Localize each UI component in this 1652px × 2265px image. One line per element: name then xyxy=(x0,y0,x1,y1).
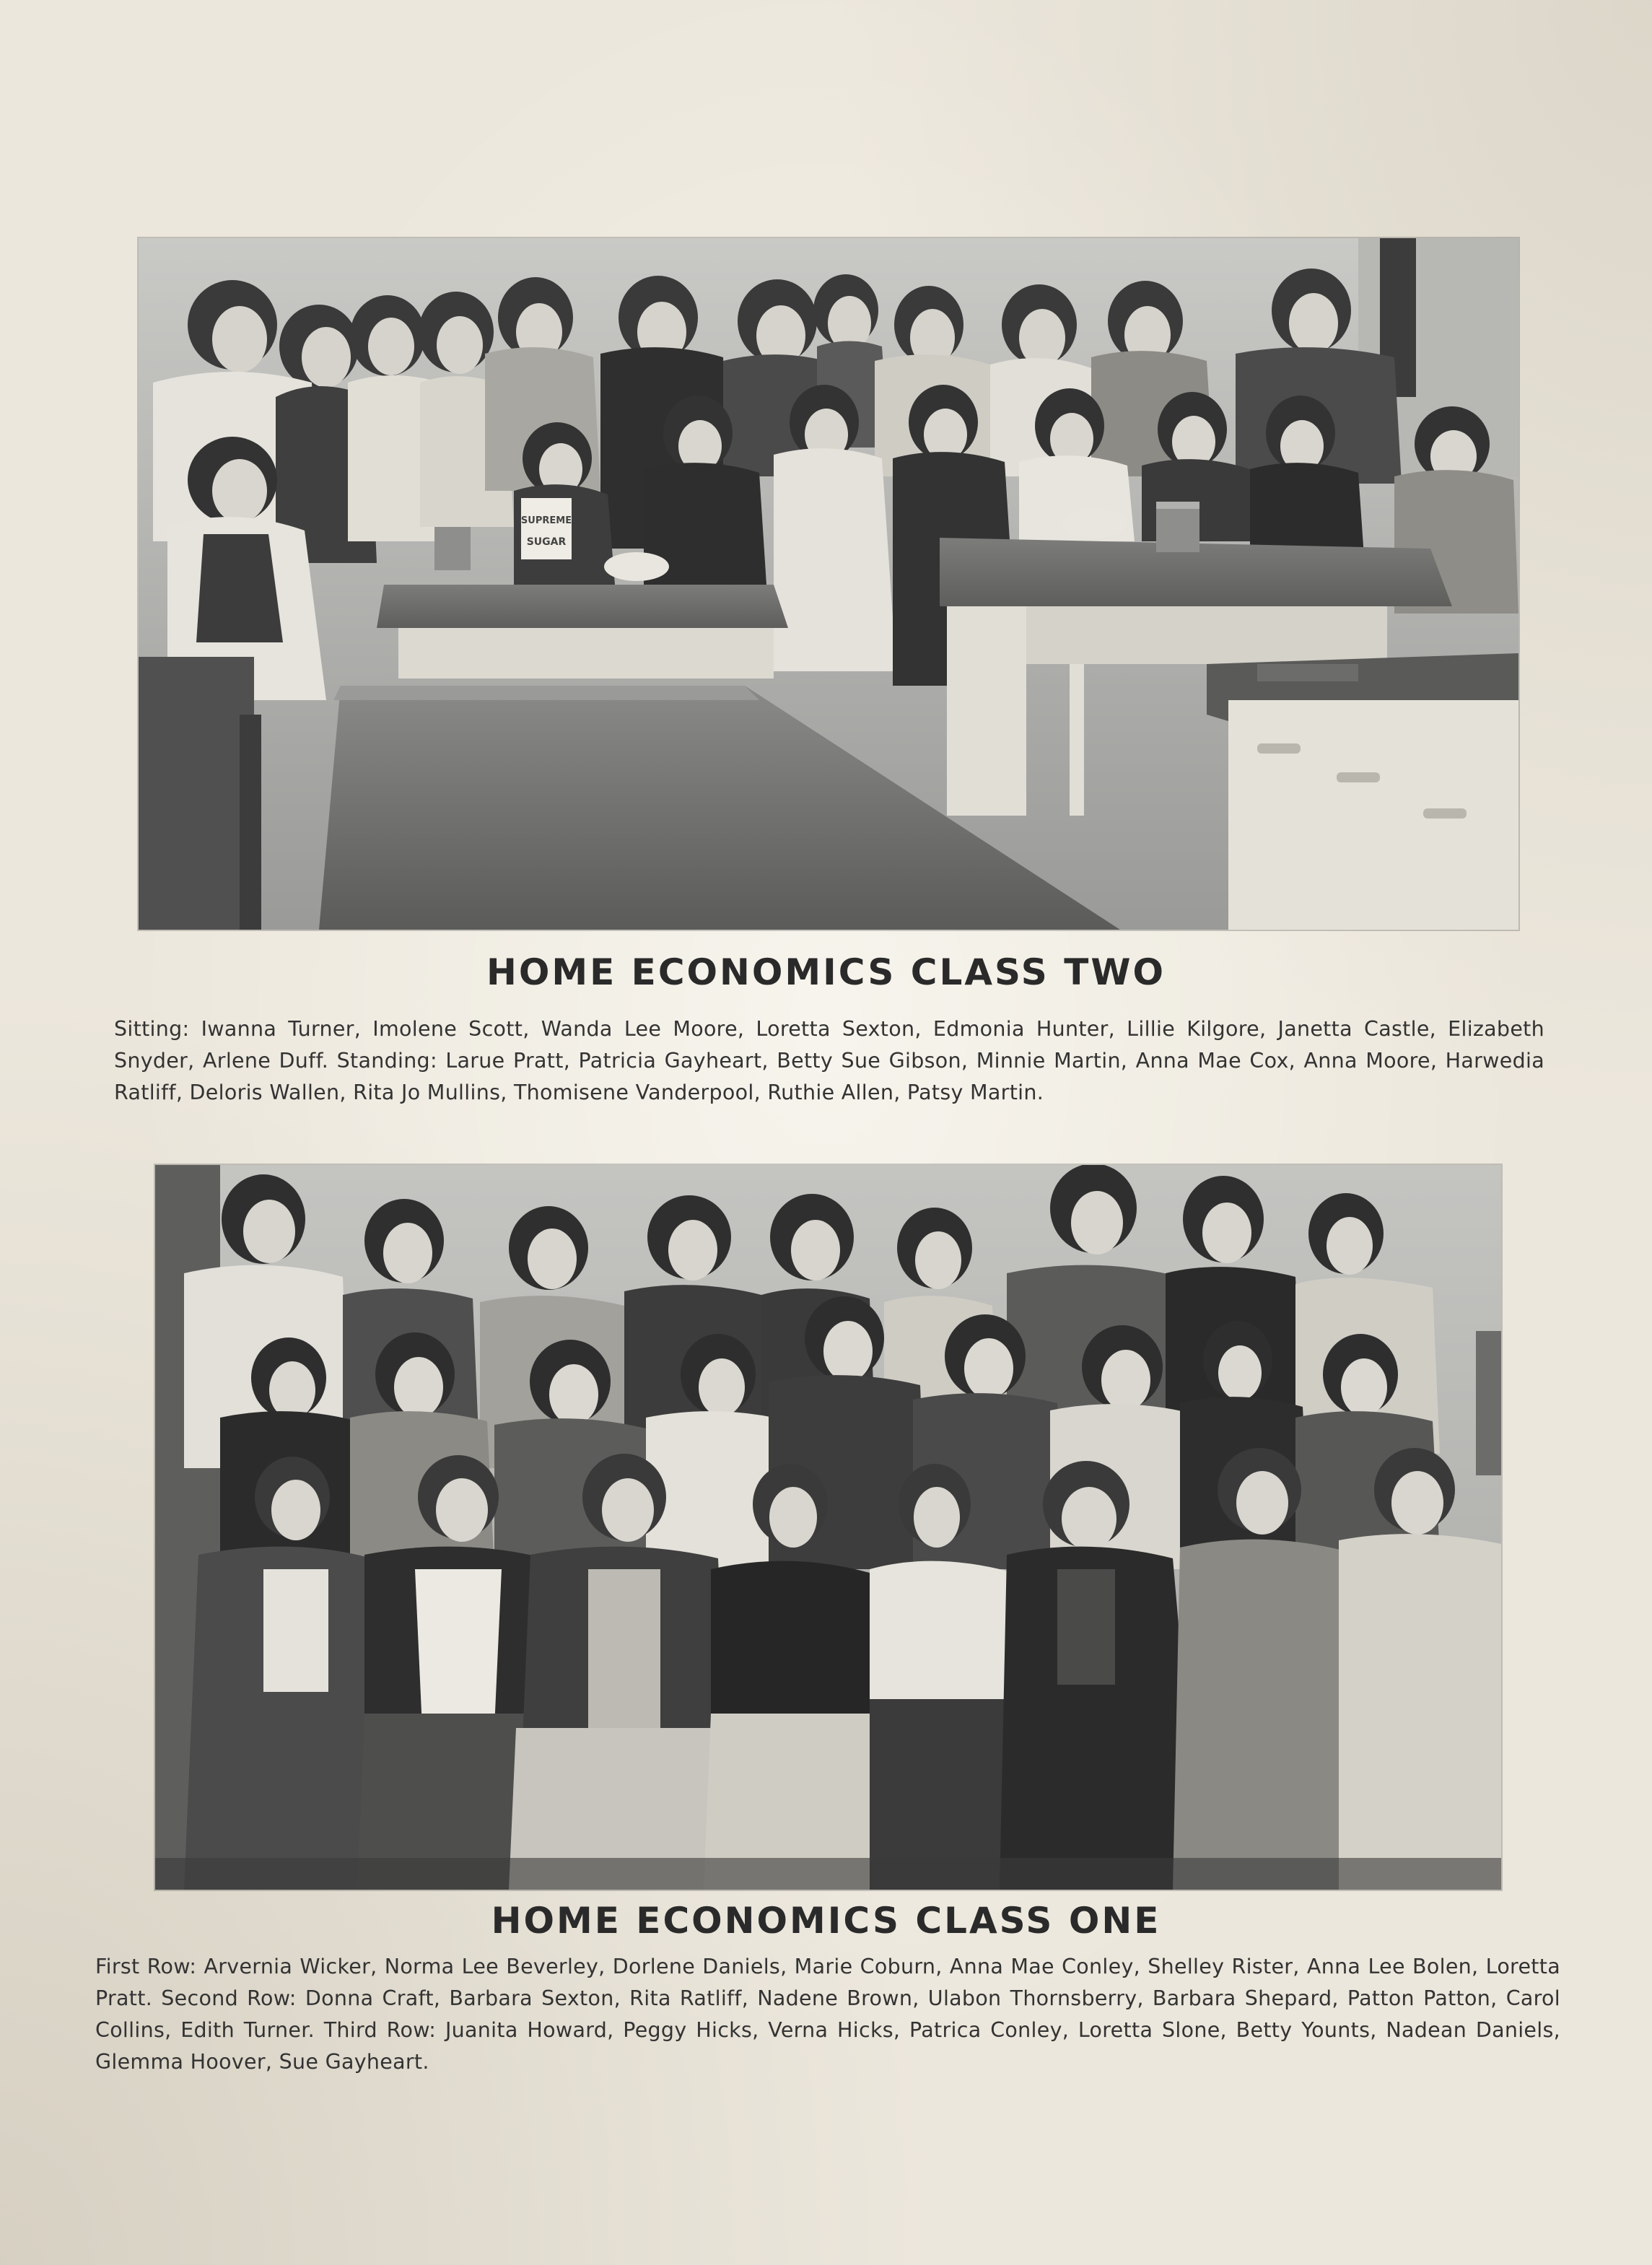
class-one-photo-image xyxy=(155,1165,1501,1890)
class-one-title: HOME ECONOMICS CLASS ONE xyxy=(491,1900,1161,1942)
supreme-package-text: SUPREME xyxy=(520,515,572,526)
class-one-photo xyxy=(155,1165,1501,1890)
class-two-caption: Sitting: Iwanna Turner, Imolene Scott, Wanda Lee Moore, Loretta Sexton, Edmonia Hunter, Lillie Kilgore, Janetta Castle, Elizabeth Snyder, Arlene Duff. Standing: Larue Pratt, Patricia Gayheart, Betty Sue Gibson, Minnie Martin, Anna Mae Cox, Anna Moore, Harwedia Ratliff, Deloris Wallen, Rita Jo Mullins, Thomisene Vanderpool, Ruthie Allen, Patsy Martin. xyxy=(114,1017,1544,1104)
sugar-package-text: SUGAR xyxy=(526,536,567,548)
class-one-caption: First Row: Arvernia Wicker, Norma Lee Beverley, Dorlene Daniels, Marie Coburn, Anna Mae Conley, Shelley Rister, Anna Lee Bolen, Loretta Pratt. Second Row: Donna Craft, Barbara Sexton, Rita Ratliff, Nadene Brown, Ulabon Thornsberry, Barbara Shepard, Patton Patton, Carol Collins, Edith Turner. Third Row: Juanita Howard, Peggy Hicks, Verna Hicks, Patrica Conley, Loretta Slone, Betty Younts, Nadean Daniels, Glemma Hoover, Sue Gayheart. xyxy=(95,1955,1560,2074)
class-two-photo-image xyxy=(139,238,1518,930)
class-two-photo xyxy=(139,238,1518,930)
class-two-title: HOME ECONOMICS CLASS TWO xyxy=(486,951,1166,993)
